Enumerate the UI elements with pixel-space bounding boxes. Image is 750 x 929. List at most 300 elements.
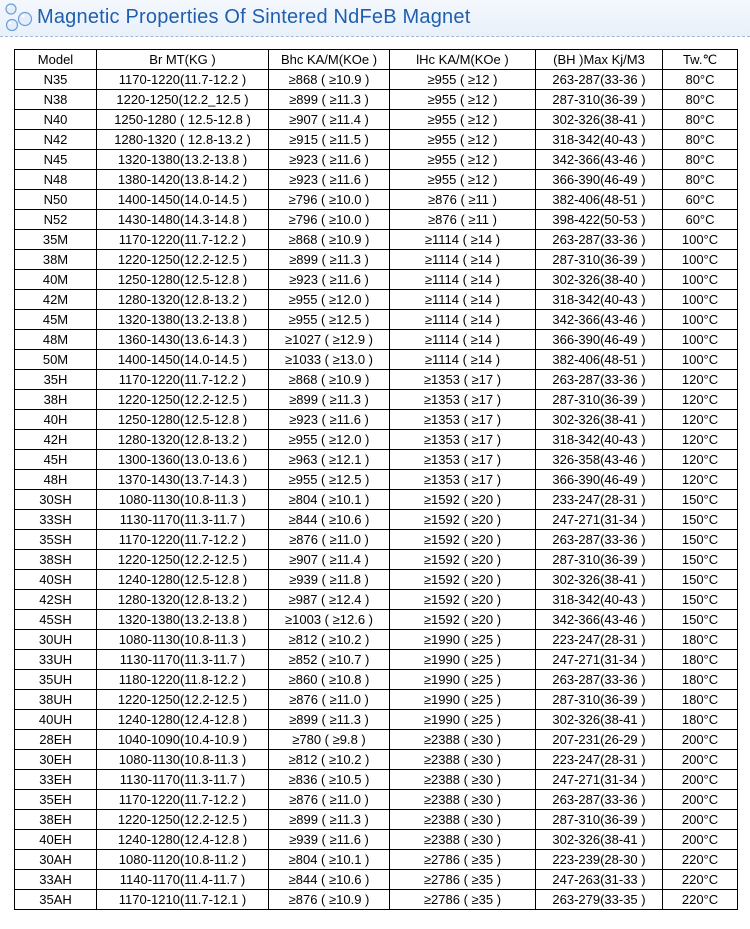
ihc-cell: ≥1990 ( ≥25 ) xyxy=(390,650,536,670)
ihc-cell: ≥1592 ( ≥20 ) xyxy=(390,590,536,610)
table-row xyxy=(15,710,738,730)
tw-cell: 200°C xyxy=(663,790,738,810)
br-cell: 1220-1250(12.2-12.5 ) xyxy=(97,810,269,830)
ihc-cell: ≥2388 ( ≥30 ) xyxy=(390,790,536,810)
bhmax-cell: 302-326(38-41 ) xyxy=(536,710,663,730)
bhc-cell: ≥1027 ( ≥12.9 ) xyxy=(269,330,390,350)
tw-cell: 150°C xyxy=(663,590,738,610)
model-cell: N52 xyxy=(15,210,97,230)
bhmax-cell: 398-422(50-53 ) xyxy=(536,210,663,230)
bhmax-cell: 263-287(33-36 ) xyxy=(536,70,663,90)
model-cell: N45 xyxy=(15,150,97,170)
br-cell: 1370-1430(13.7-14.3 ) xyxy=(97,470,269,490)
model-cell: 45SH xyxy=(15,610,97,630)
br-cell: 1360-1430(13.6-14.3 ) xyxy=(97,330,269,350)
bhmax-cell: 318-342(40-43 ) xyxy=(536,430,663,450)
br-cell: 1220-1250(12.2_12.5 ) xyxy=(97,90,269,110)
tw-cell: 150°C xyxy=(663,550,738,570)
bhc-cell: ≥963 ( ≥12.1 ) xyxy=(269,450,390,470)
table-row xyxy=(15,170,738,190)
bhc-cell: ≥899 ( ≥11.3 ) xyxy=(269,250,390,270)
br-cell: 1170-1220(11.7-12.2 ) xyxy=(97,230,269,250)
bhmax-cell: 223-247(28-31 ) xyxy=(536,750,663,770)
table-row xyxy=(15,770,738,790)
ihc-cell: ≥876 ( ≥11 ) xyxy=(390,190,536,210)
table-row xyxy=(15,350,738,370)
ihc-cell: ≥955 ( ≥12 ) xyxy=(390,170,536,190)
ihc-cell: ≥2786 ( ≥35 ) xyxy=(390,850,536,870)
bhmax-cell: 318-342(40-43 ) xyxy=(536,130,663,150)
table-row xyxy=(15,630,738,650)
bhc-cell: ≥852 ( ≥10.7 ) xyxy=(269,650,390,670)
br-cell: 1250-1280 ( 12.5-12.8 ) xyxy=(97,110,269,130)
bhmax-cell: 247-271(31-34 ) xyxy=(536,510,663,530)
ihc-cell: ≥1353 ( ≥17 ) xyxy=(390,470,536,490)
br-cell: 1250-1280(12.5-12.8 ) xyxy=(97,270,269,290)
table-row xyxy=(15,550,738,570)
br-cell: 1080-1130(10.8-11.3 ) xyxy=(97,490,269,510)
tw-cell: 100°C xyxy=(663,350,738,370)
tw-cell: 100°C xyxy=(663,270,738,290)
br-cell: 1140-1170(11.4-11.7 ) xyxy=(97,870,269,890)
bhc-cell: ≥876 ( ≥10.9 ) xyxy=(269,890,390,910)
bhmax-cell: 263-287(33-36 ) xyxy=(536,670,663,690)
bhc-cell: ≥804 ( ≥10.1 ) xyxy=(269,850,390,870)
table-row xyxy=(15,750,738,770)
bhc-cell: ≥804 ( ≥10.1 ) xyxy=(269,490,390,510)
ihc-cell: ≥2388 ( ≥30 ) xyxy=(390,750,536,770)
bhmax-cell: 207-231(26-29 ) xyxy=(536,730,663,750)
model-cell: 42M xyxy=(15,290,97,310)
bhmax-cell: 263-287(33-36 ) xyxy=(536,230,663,250)
tw-cell: 200°C xyxy=(663,730,738,750)
table-row xyxy=(15,390,738,410)
ihc-cell: ≥1592 ( ≥20 ) xyxy=(390,490,536,510)
bhc-cell: ≥1033 ( ≥13.0 ) xyxy=(269,350,390,370)
br-cell: 1130-1170(11.3-11.7 ) xyxy=(97,770,269,790)
tw-cell: 150°C xyxy=(663,610,738,630)
bhmax-cell: 223-247(28-31 ) xyxy=(536,630,663,650)
bhmax-cell: 326-358(43-46 ) xyxy=(536,450,663,470)
table-row xyxy=(15,310,738,330)
tw-cell: 150°C xyxy=(663,530,738,550)
tw-cell: 150°C xyxy=(663,510,738,530)
table-row xyxy=(15,150,738,170)
bhc-cell: ≥907 ( ≥11.4 ) xyxy=(269,110,390,130)
br-cell: 1280-1320(12.8-13.2 ) xyxy=(97,290,269,310)
bhc-cell: ≥844 ( ≥10.6 ) xyxy=(269,510,390,530)
bhc-cell: ≥868 ( ≥10.9 ) xyxy=(269,370,390,390)
br-cell: 1430-1480(14.3-14.8 ) xyxy=(97,210,269,230)
ihc-cell: ≥1353 ( ≥17 ) xyxy=(390,410,536,430)
br-cell: 1320-1380(13.2-13.8 ) xyxy=(97,610,269,630)
table-row xyxy=(15,590,738,610)
bhc-cell: ≥876 ( ≥11.0 ) xyxy=(269,530,390,550)
table-row xyxy=(15,730,738,750)
bhc-cell: ≥915 ( ≥11.5 ) xyxy=(269,130,390,150)
tw-cell: 60°C xyxy=(663,210,738,230)
column-header-br: Br MT(KG ) xyxy=(97,50,269,70)
bhc-cell: ≥836 ( ≥10.5 ) xyxy=(269,770,390,790)
bhmax-cell: 366-390(46-49 ) xyxy=(536,330,663,350)
br-cell: 1250-1280(12.5-12.8 ) xyxy=(97,410,269,430)
bhc-cell: ≥812 ( ≥10.2 ) xyxy=(269,750,390,770)
ihc-cell: ≥2786 ( ≥35 ) xyxy=(390,870,536,890)
ihc-cell: ≥1592 ( ≥20 ) xyxy=(390,550,536,570)
ihc-cell: ≥1114 ( ≥14 ) xyxy=(390,230,536,250)
ihc-cell: ≥2388 ( ≥30 ) xyxy=(390,770,536,790)
br-cell: 1170-1210(11.7-12.1 ) xyxy=(97,890,269,910)
ihc-cell: ≥1114 ( ≥14 ) xyxy=(390,330,536,350)
bhc-cell: ≥923 ( ≥11.6 ) xyxy=(269,270,390,290)
bhc-cell: ≥899 ( ≥11.3 ) xyxy=(269,90,390,110)
model-cell: 40SH xyxy=(15,570,97,590)
tw-cell: 80°C xyxy=(663,170,738,190)
bhc-cell: ≥780 ( ≥9.8 ) xyxy=(269,730,390,750)
bhmax-cell: 342-366(43-46 ) xyxy=(536,610,663,630)
tw-cell: 180°C xyxy=(663,690,738,710)
bhmax-cell: 287-310(36-39 ) xyxy=(536,250,663,270)
table-row xyxy=(15,330,738,350)
tw-cell: 100°C xyxy=(663,310,738,330)
bhmax-cell: 382-406(48-51 ) xyxy=(536,350,663,370)
table-row xyxy=(15,130,738,150)
bhmax-cell: 302-326(38-40 ) xyxy=(536,270,663,290)
ihc-cell: ≥1592 ( ≥20 ) xyxy=(390,530,536,550)
table-row xyxy=(15,690,738,710)
br-cell: 1220-1250(12.2-12.5 ) xyxy=(97,250,269,270)
tw-cell: 100°C xyxy=(663,290,738,310)
ihc-cell: ≥2388 ( ≥30 ) xyxy=(390,810,536,830)
bhmax-cell: 287-310(36-39 ) xyxy=(536,810,663,830)
bhc-cell: ≥860 ( ≥10.8 ) xyxy=(269,670,390,690)
bhc-cell: ≥899 ( ≥11.3 ) xyxy=(269,390,390,410)
bhc-cell: ≥955 ( ≥12.5 ) xyxy=(269,470,390,490)
ihc-cell: ≥955 ( ≥12 ) xyxy=(390,110,536,130)
table-row xyxy=(15,230,738,250)
bhc-cell: ≥868 ( ≥10.9 ) xyxy=(269,70,390,90)
tw-cell: 80°C xyxy=(663,150,738,170)
table-row xyxy=(15,290,738,310)
model-cell: 50M xyxy=(15,350,97,370)
bhmax-cell: 263-287(33-36 ) xyxy=(536,370,663,390)
model-cell: 42H xyxy=(15,430,97,450)
bhmax-cell: 287-310(36-39 ) xyxy=(536,550,663,570)
bhmax-cell: 302-326(38-41 ) xyxy=(536,410,663,430)
br-cell: 1180-1220(11.8-12.2 ) xyxy=(97,670,269,690)
model-cell: 30EH xyxy=(15,750,97,770)
tw-cell: 180°C xyxy=(663,630,738,650)
model-cell: 30AH xyxy=(15,850,97,870)
ihc-cell: ≥876 ( ≥11 ) xyxy=(390,210,536,230)
model-cell: 35SH xyxy=(15,530,97,550)
br-cell: 1220-1250(12.2-12.5 ) xyxy=(97,390,269,410)
tw-cell: 180°C xyxy=(663,670,738,690)
model-cell: 35EH xyxy=(15,790,97,810)
table-row xyxy=(15,530,738,550)
bhmax-cell: 247-271(31-34 ) xyxy=(536,770,663,790)
ihc-cell: ≥1114 ( ≥14 ) xyxy=(390,270,536,290)
bhmax-cell: 366-390(46-49 ) xyxy=(536,470,663,490)
table-row xyxy=(15,790,738,810)
br-cell: 1280-1320 ( 12.8-13.2 ) xyxy=(97,130,269,150)
tw-cell: 80°C xyxy=(663,110,738,130)
bhmax-cell: 263-287(33-36 ) xyxy=(536,530,663,550)
column-header-bhc: Bhc KA/M(KOe ) xyxy=(269,50,390,70)
br-cell: 1220-1250(12.2-12.5 ) xyxy=(97,550,269,570)
model-cell: 35UH xyxy=(15,670,97,690)
model-cell: 33SH xyxy=(15,510,97,530)
ihc-cell: ≥955 ( ≥12 ) xyxy=(390,90,536,110)
bhmax-cell: 263-287(33-36 ) xyxy=(536,790,663,810)
properties-table xyxy=(14,49,738,910)
br-cell: 1320-1380(13.2-13.8 ) xyxy=(97,150,269,170)
bhc-cell: ≥844 ( ≥10.6 ) xyxy=(269,870,390,890)
column-header-tw: Tw.℃ xyxy=(663,50,738,70)
bhc-cell: ≥876 ( ≥11.0 ) xyxy=(269,690,390,710)
tw-cell: 80°C xyxy=(663,90,738,110)
br-cell: 1240-1280(12.4-12.8 ) xyxy=(97,710,269,730)
bhc-cell: ≥899 ( ≥11.3 ) xyxy=(269,710,390,730)
tw-cell: 200°C xyxy=(663,810,738,830)
column-header-model: Model xyxy=(15,50,97,70)
ihc-cell: ≥955 ( ≥12 ) xyxy=(390,70,536,90)
tw-cell: 120°C xyxy=(663,450,738,470)
table-row xyxy=(15,570,738,590)
bhc-cell: ≥955 ( ≥12.0 ) xyxy=(269,290,390,310)
ihc-cell: ≥1592 ( ≥20 ) xyxy=(390,570,536,590)
table-row xyxy=(15,70,738,90)
tw-cell: 150°C xyxy=(663,490,738,510)
table-row xyxy=(15,370,738,390)
bhc-cell: ≥923 ( ≥11.6 ) xyxy=(269,410,390,430)
table-row xyxy=(15,850,738,870)
ihc-cell: ≥955 ( ≥12 ) xyxy=(390,130,536,150)
tw-cell: 200°C xyxy=(663,750,738,770)
table-row xyxy=(15,430,738,450)
tw-cell: 120°C xyxy=(663,430,738,450)
bhmax-cell: 342-366(43-46 ) xyxy=(536,150,663,170)
br-cell: 1080-1120(10.8-11.2 ) xyxy=(97,850,269,870)
model-cell: 42SH xyxy=(15,590,97,610)
bhc-cell: ≥796 ( ≥10.0 ) xyxy=(269,210,390,230)
br-cell: 1170-1220(11.7-12.2 ) xyxy=(97,790,269,810)
bhc-cell: ≥939 ( ≥11.6 ) xyxy=(269,830,390,850)
model-cell: N40 xyxy=(15,110,97,130)
model-cell: 38H xyxy=(15,390,97,410)
bhc-cell: ≥868 ( ≥10.9 ) xyxy=(269,230,390,250)
page-header xyxy=(0,0,750,37)
model-cell: 40EH xyxy=(15,830,97,850)
model-cell: 28EH xyxy=(15,730,97,750)
table-row xyxy=(15,650,738,670)
table-row xyxy=(15,890,738,910)
tw-cell: 200°C xyxy=(663,770,738,790)
tw-cell: 180°C xyxy=(663,650,738,670)
br-cell: 1130-1170(11.3-11.7 ) xyxy=(97,650,269,670)
ihc-cell: ≥1353 ( ≥17 ) xyxy=(390,390,536,410)
table-row xyxy=(15,450,738,470)
tw-cell: 150°C xyxy=(663,570,738,590)
ihc-cell: ≥2388 ( ≥30 ) xyxy=(390,830,536,850)
ihc-cell: ≥1592 ( ≥20 ) xyxy=(390,610,536,630)
model-cell: 35H xyxy=(15,370,97,390)
br-cell: 1170-1220(11.7-12.2 ) xyxy=(97,530,269,550)
ihc-cell: ≥2388 ( ≥30 ) xyxy=(390,730,536,750)
br-cell: 1080-1130(10.8-11.3 ) xyxy=(97,750,269,770)
bhc-cell: ≥876 ( ≥11.0 ) xyxy=(269,790,390,810)
column-header-bhmax: (BH )Max Kj/M3 xyxy=(536,50,663,70)
table-row xyxy=(15,490,738,510)
model-cell: 48H xyxy=(15,470,97,490)
ihc-cell: ≥1353 ( ≥17 ) xyxy=(390,370,536,390)
tw-cell: 120°C xyxy=(663,410,738,430)
ihc-cell: ≥1114 ( ≥14 ) xyxy=(390,350,536,370)
ihc-cell: ≥1353 ( ≥17 ) xyxy=(390,450,536,470)
model-cell: 45H xyxy=(15,450,97,470)
bhmax-cell: 263-279(33-35 ) xyxy=(536,890,663,910)
bhc-cell: ≥796 ( ≥10.0 ) xyxy=(269,190,390,210)
tw-cell: 220°C xyxy=(663,870,738,890)
tw-cell: 80°C xyxy=(663,130,738,150)
bhmax-cell: 233-247(28-31 ) xyxy=(536,490,663,510)
model-cell: 40M xyxy=(15,270,97,290)
br-cell: 1170-1220(11.7-12.2 ) xyxy=(97,370,269,390)
bhmax-cell: 318-342(40-43 ) xyxy=(536,590,663,610)
table-row xyxy=(15,830,738,850)
ihc-cell: ≥1990 ( ≥25 ) xyxy=(390,630,536,650)
table-row xyxy=(15,210,738,230)
bhmax-cell: 342-366(43-46 ) xyxy=(536,310,663,330)
bhmax-cell: 302-326(38-41 ) xyxy=(536,110,663,130)
br-cell: 1240-1280(12.4-12.8 ) xyxy=(97,830,269,850)
table-row xyxy=(15,470,738,490)
model-cell: 38SH xyxy=(15,550,97,570)
model-cell: 38M xyxy=(15,250,97,270)
model-cell: 45M xyxy=(15,310,97,330)
model-cell: 30SH xyxy=(15,490,97,510)
bhc-cell: ≥907 ( ≥11.4 ) xyxy=(269,550,390,570)
bhmax-cell: 223-239(28-30 ) xyxy=(536,850,663,870)
bhmax-cell: 247-271(31-34 ) xyxy=(536,650,663,670)
table-row xyxy=(15,190,738,210)
br-cell: 1040-1090(10.4-10.9 ) xyxy=(97,730,269,750)
bhc-cell: ≥899 ( ≥11.3 ) xyxy=(269,810,390,830)
model-cell: N35 xyxy=(15,70,97,90)
model-cell: 33UH xyxy=(15,650,97,670)
ihc-cell: ≥1114 ( ≥14 ) xyxy=(390,250,536,270)
ihc-cell: ≥955 ( ≥12 ) xyxy=(390,150,536,170)
model-cell: 35M xyxy=(15,230,97,250)
br-cell: 1280-1320(12.8-13.2 ) xyxy=(97,430,269,450)
ihc-cell: ≥1114 ( ≥14 ) xyxy=(390,290,536,310)
br-cell: 1280-1320(12.8-13.2 ) xyxy=(97,590,269,610)
ihc-cell: ≥1114 ( ≥14 ) xyxy=(390,310,536,330)
tw-cell: 120°C xyxy=(663,390,738,410)
bhmax-cell: 302-326(38-41 ) xyxy=(536,570,663,590)
model-cell: N42 xyxy=(15,130,97,150)
br-cell: 1320-1380(13.2-13.8 ) xyxy=(97,310,269,330)
model-cell: N50 xyxy=(15,190,97,210)
bhc-cell: ≥923 ( ≥11.6 ) xyxy=(269,170,390,190)
column-header-ihc: lHc KA/M(KOe ) xyxy=(390,50,536,70)
table-header-row xyxy=(15,50,738,70)
bhc-cell: ≥1003 ( ≥12.6 ) xyxy=(269,610,390,630)
tw-cell: 60°C xyxy=(663,190,738,210)
bhc-cell: ≥923 ( ≥11.6 ) xyxy=(269,150,390,170)
bhmax-cell: 287-310(36-39 ) xyxy=(536,90,663,110)
ihc-cell: ≥1353 ( ≥17 ) xyxy=(390,430,536,450)
bhmax-cell: 247-263(31-33 ) xyxy=(536,870,663,890)
table-row xyxy=(15,250,738,270)
tw-cell: 200°C xyxy=(663,830,738,850)
bhc-cell: ≥955 ( ≥12.5 ) xyxy=(269,310,390,330)
br-cell: 1170-1220(11.7-12.2 ) xyxy=(97,70,269,90)
ihc-cell: ≥1990 ( ≥25 ) xyxy=(390,670,536,690)
table-row xyxy=(15,610,738,630)
br-cell: 1400-1450(14.0-14.5 ) xyxy=(97,350,269,370)
ihc-cell: ≥1990 ( ≥25 ) xyxy=(390,690,536,710)
properties-table-container xyxy=(14,49,738,910)
bhc-cell: ≥955 ( ≥12.0 ) xyxy=(269,430,390,450)
tw-cell: 100°C xyxy=(663,330,738,350)
tw-cell: 220°C xyxy=(663,890,738,910)
model-cell: 38EH xyxy=(15,810,97,830)
model-cell: 40UH xyxy=(15,710,97,730)
tw-cell: 220°C xyxy=(663,850,738,870)
page-title: Magnetic Properties Of Sintered NdFeB Magnet xyxy=(37,6,471,28)
table-row xyxy=(15,510,738,530)
tw-cell: 120°C xyxy=(663,470,738,490)
model-cell: 40H xyxy=(15,410,97,430)
ihc-cell: ≥1990 ( ≥25 ) xyxy=(390,710,536,730)
table-row xyxy=(15,110,738,130)
bhc-cell: ≥939 ( ≥11.8 ) xyxy=(269,570,390,590)
bhmax-cell: 382-406(48-51 ) xyxy=(536,190,663,210)
br-cell: 1220-1250(12.2-12.5 ) xyxy=(97,690,269,710)
model-cell: 48M xyxy=(15,330,97,350)
bhc-cell: ≥812 ( ≥10.2 ) xyxy=(269,630,390,650)
table-row xyxy=(15,670,738,690)
table-row xyxy=(15,90,738,110)
model-cell: N48 xyxy=(15,170,97,190)
table-body xyxy=(15,70,738,910)
br-cell: 1380-1420(13.8-14.2 ) xyxy=(97,170,269,190)
model-cell: N38 xyxy=(15,90,97,110)
br-cell: 1240-1280(12.5-12.8 ) xyxy=(97,570,269,590)
br-cell: 1400-1450(14.0-14.5 ) xyxy=(97,190,269,210)
tw-cell: 100°C xyxy=(663,230,738,250)
table-row xyxy=(15,410,738,430)
ihc-cell: ≥2786 ( ≥35 ) xyxy=(390,890,536,910)
bhmax-cell: 318-342(40-43 ) xyxy=(536,290,663,310)
bhc-cell: ≥987 ( ≥12.4 ) xyxy=(269,590,390,610)
model-cell: 33AH xyxy=(15,870,97,890)
model-cell: 30UH xyxy=(15,630,97,650)
bhmax-cell: 287-310(36-39 ) xyxy=(536,690,663,710)
ihc-cell: ≥1592 ( ≥20 ) xyxy=(390,510,536,530)
bhmax-cell: 302-326(38-41 ) xyxy=(536,830,663,850)
model-cell: 38UH xyxy=(15,690,97,710)
br-cell: 1300-1360(13.0-13.6 ) xyxy=(97,450,269,470)
bubbles-icon xyxy=(2,2,36,34)
table-row xyxy=(15,810,738,830)
table-row xyxy=(15,270,738,290)
tw-cell: 180°C xyxy=(663,710,738,730)
bhmax-cell: 366-390(46-49 ) xyxy=(536,170,663,190)
bhmax-cell: 287-310(36-39 ) xyxy=(536,390,663,410)
model-cell: 35AH xyxy=(15,890,97,910)
